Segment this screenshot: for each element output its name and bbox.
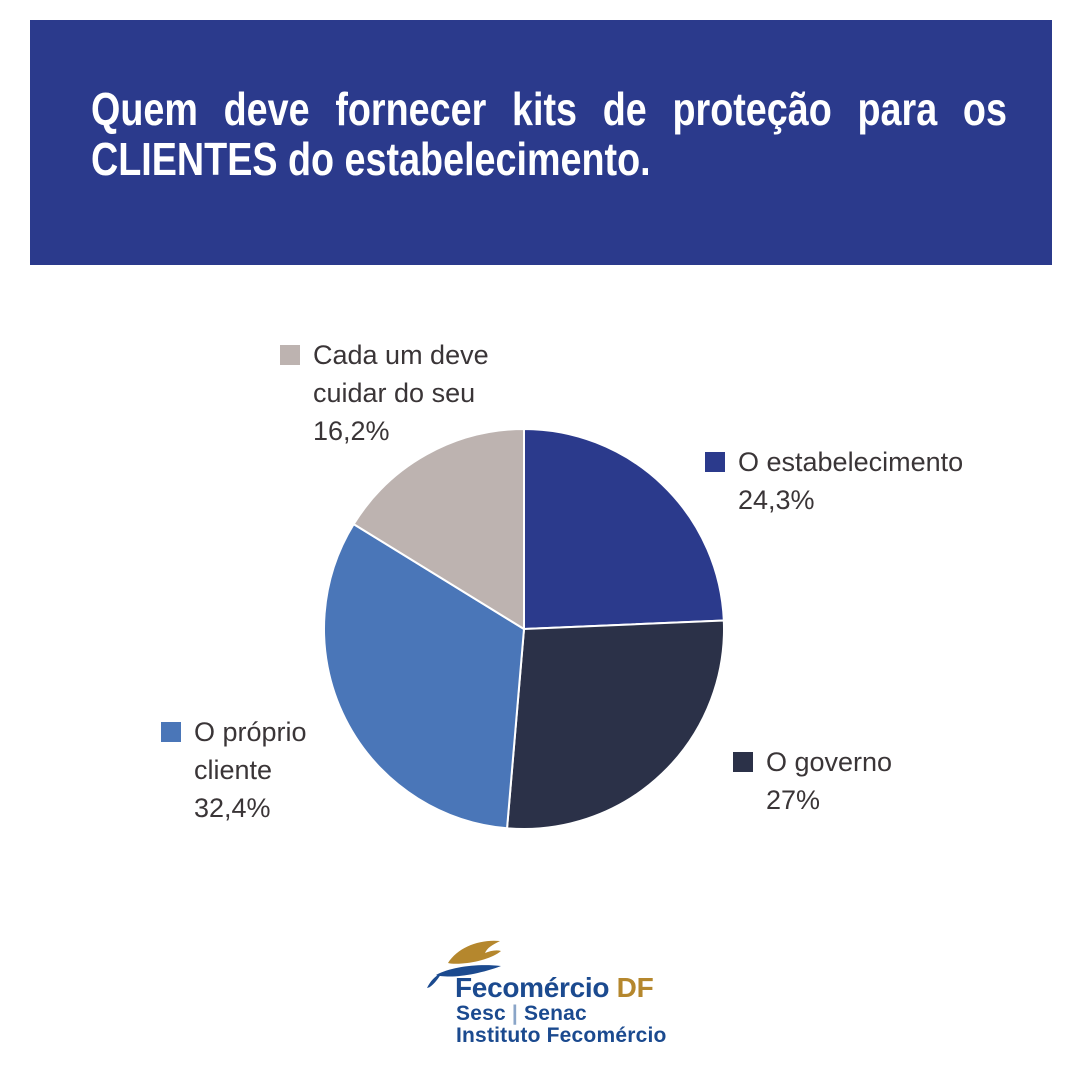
page-title [91, 84, 1007, 184]
logo-sesc-senac [456, 1002, 587, 1026]
legend-label: Cada um deve [313, 340, 489, 370]
page-title-line1: Quem deve fornecer kits de proteção para os [91, 83, 1007, 135]
legend-value: 16,2% [313, 416, 390, 446]
pie-slice-1 [507, 621, 724, 829]
legend-swatch-governo [733, 752, 753, 772]
logo-brand-suffix: DF [616, 972, 654, 1003]
legend-label: O governo [766, 747, 893, 777]
logo-instituto: Instituto Fecomércio [456, 1024, 667, 1047]
legend-estabelecimento [705, 443, 963, 519]
logo-brand-name: Fecomércio [455, 972, 610, 1003]
legend-proprio-cliente [161, 713, 307, 827]
legend-label: O próprio [194, 717, 307, 747]
logo-senac: Senac [524, 1002, 587, 1025]
legend-value: 24,3% [738, 485, 815, 515]
legend-label: cliente [194, 755, 273, 785]
legend-cada-um [280, 336, 489, 450]
legend-swatch-cada-um [280, 345, 300, 365]
swoosh-gold-shape [448, 941, 501, 964]
legend-label: cuidar do seu [313, 378, 476, 408]
legend-swatch-proprio-cliente [161, 722, 181, 742]
legend-value: 27% [766, 785, 821, 815]
logo-brand-text [455, 972, 653, 1004]
page-title-line2: CLIENTES do estabelecimento. [91, 133, 651, 185]
legend-swatch-estabelecimento [705, 452, 725, 472]
pie-chart [319, 424, 729, 834]
logo-sesc: Sesc [456, 1002, 506, 1025]
legend-governo [733, 743, 892, 819]
legend-value: 32,4% [194, 793, 271, 823]
legend-label: O estabelecimento [738, 447, 964, 477]
pie-slice-0 [524, 429, 724, 629]
logo-divider: | [511, 1002, 518, 1025]
